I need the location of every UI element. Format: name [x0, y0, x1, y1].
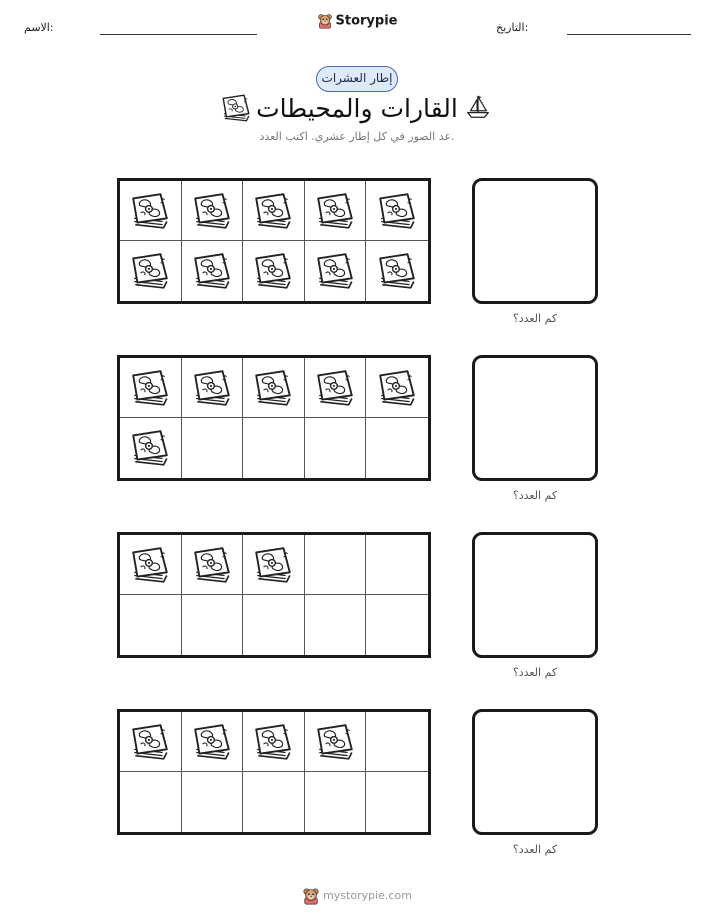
frame-cell — [366, 595, 428, 655]
map-book-icon — [314, 250, 356, 292]
map-book-icon — [129, 250, 171, 292]
frame-cell — [305, 181, 367, 241]
frame-cell — [182, 712, 244, 772]
map-book-icon — [191, 250, 233, 292]
frame-cell — [120, 241, 182, 301]
map-book-icon — [252, 367, 294, 409]
frame-cell — [120, 418, 182, 478]
frame-cell — [366, 535, 428, 595]
frame-cell — [182, 772, 244, 832]
question-label-4: كم العدد؟ — [512, 843, 558, 856]
brand-logo — [0, 13, 714, 29]
frame-cell — [305, 418, 367, 478]
map-book-icon — [314, 190, 356, 232]
answer-box-2[interactable] — [472, 355, 598, 481]
ten-frame-2 — [117, 355, 431, 481]
map-book-icon — [376, 250, 418, 292]
question-label-1: كم العدد؟ — [512, 312, 558, 325]
map-book-icon — [376, 367, 418, 409]
bear-mascot-icon — [302, 887, 320, 905]
frame-cell — [243, 535, 305, 595]
frame-cell — [305, 595, 367, 655]
frame-cell — [182, 358, 244, 418]
frame-cell — [366, 358, 428, 418]
map-book-icon — [191, 544, 233, 586]
map-book-icon — [129, 544, 171, 586]
bear-mascot-icon — [317, 13, 333, 29]
map-book-icon — [252, 721, 294, 763]
frame-cell — [120, 358, 182, 418]
frame-cell — [243, 181, 305, 241]
footer-url[interactable]: mystorypie.com — [323, 889, 412, 902]
frame-cell — [243, 712, 305, 772]
question-label-3: كم العدد؟ — [512, 666, 558, 679]
frame-cell — [243, 241, 305, 301]
ten-frame-1 — [117, 178, 431, 304]
frame-cell — [366, 181, 428, 241]
sailboat-icon — [464, 93, 492, 125]
page-title: القارات والمحيطات — [256, 94, 458, 123]
footer — [0, 887, 714, 905]
map-book-icon — [252, 250, 294, 292]
map-book-icon — [129, 721, 171, 763]
frame-cell — [182, 535, 244, 595]
frame-cell — [243, 358, 305, 418]
instructions: عد الصور في كل إطار عشري. اكتب العدد. — [259, 130, 455, 143]
map-book-icon — [129, 367, 171, 409]
frame-cell — [366, 712, 428, 772]
frame-cell — [120, 712, 182, 772]
frame-cell — [120, 595, 182, 655]
frame-cell — [305, 712, 367, 772]
map-book-icon — [191, 190, 233, 232]
map-book-icon — [252, 544, 294, 586]
frame-cell — [243, 418, 305, 478]
name-label: الاسم: — [24, 21, 54, 34]
frame-cell — [305, 241, 367, 301]
frame-cell — [182, 181, 244, 241]
map-book-icon — [191, 367, 233, 409]
name-field-line[interactable] — [100, 34, 257, 35]
frame-cell — [366, 418, 428, 478]
ten-frame-3 — [117, 532, 431, 658]
date-label: التاريخ: — [496, 21, 529, 34]
frame-cell — [305, 358, 367, 418]
ten-frame-4 — [117, 709, 431, 835]
map-book-icon — [314, 367, 356, 409]
map-book-icon — [376, 190, 418, 232]
map-book-icon — [252, 190, 294, 232]
map-book-icon — [191, 721, 233, 763]
answer-box-3[interactable] — [472, 532, 598, 658]
map-book-icon — [314, 721, 356, 763]
frame-cell — [305, 535, 367, 595]
question-label-2: كم العدد؟ — [512, 489, 558, 502]
frame-cell — [243, 595, 305, 655]
worksheet-type-badge: إطار العشرات — [316, 66, 398, 92]
date-field-line[interactable] — [567, 34, 691, 35]
frame-cell — [120, 535, 182, 595]
answer-box-1[interactable] — [472, 178, 598, 304]
map-book-icon — [129, 427, 171, 469]
map-book-icon — [129, 190, 171, 232]
frame-cell — [243, 772, 305, 832]
frame-cell — [120, 772, 182, 832]
frame-cell — [182, 241, 244, 301]
frame-cell — [182, 418, 244, 478]
brand-name: Storypie — [335, 13, 398, 29]
answer-box-4[interactable] — [472, 709, 598, 835]
frame-cell — [366, 241, 428, 301]
frame-cell — [366, 772, 428, 832]
frame-cell — [120, 181, 182, 241]
frame-cell — [182, 595, 244, 655]
frame-cell — [305, 772, 367, 832]
